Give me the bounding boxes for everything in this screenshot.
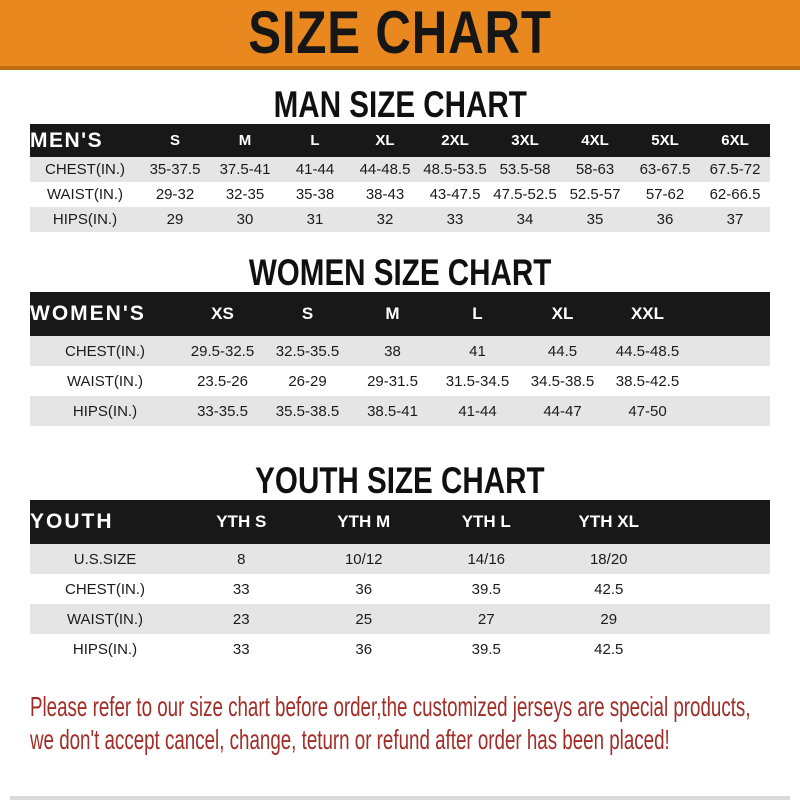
spacer-cell <box>670 634 770 664</box>
table-cell: 38 <box>384 342 401 360</box>
table-cell: 34.5-38.5 <box>530 372 595 390</box>
column-header: XXL <box>630 304 665 323</box>
table-row <box>30 604 770 634</box>
youth-size-table <box>30 500 770 664</box>
table-row <box>30 544 770 574</box>
table-cell: 29-31.5 <box>367 372 418 390</box>
table-header-row <box>30 124 770 157</box>
column-header: XL <box>375 132 395 149</box>
size-chart-banner <box>0 0 800 70</box>
table-cell: 25 <box>355 610 373 628</box>
spacer-cell <box>690 336 770 366</box>
table-cell: 37 <box>726 211 744 228</box>
table-row <box>30 396 770 426</box>
table-cell: 38.5-41 <box>367 402 418 420</box>
bottom-edge-strip <box>10 796 790 800</box>
row-label: WAIST(IN.) <box>66 372 144 390</box>
table-cell: 62-66.5 <box>709 186 761 203</box>
man-size-section <box>0 86 800 232</box>
spacer-cell <box>690 366 770 396</box>
table-cell: 39.5 <box>471 640 501 658</box>
spacer-cell <box>670 604 770 634</box>
spacer-cell <box>670 574 770 604</box>
disclaimer-line-1: Please refer to our size chart before order,the customized jerseys are special products, <box>30 691 751 722</box>
table-cell: 26-29 <box>288 372 327 390</box>
table-cell: 30 <box>236 211 254 228</box>
row-label: HIPS(IN.) <box>72 640 138 658</box>
table-cell: 36 <box>656 211 674 228</box>
table-header-label: WOMEN'S <box>30 302 146 325</box>
table-cell: 33-35.5 <box>197 402 248 420</box>
table-cell: 29 <box>166 211 184 228</box>
table-cell: 52.5-57 <box>569 186 621 203</box>
table-cell: 8 <box>237 550 246 568</box>
table-cell: 36 <box>355 580 373 598</box>
table-cell: 33 <box>446 211 464 228</box>
table-cell: 43-47.5 <box>429 186 481 203</box>
table-cell: 63-67.5 <box>639 161 691 178</box>
table-cell: 42.5 <box>594 580 624 598</box>
table-header-row <box>30 292 770 336</box>
table-cell: 38-43 <box>365 186 405 203</box>
table-row <box>30 336 770 366</box>
youth-size-section <box>0 462 800 664</box>
table-cell: 41-44 <box>295 161 335 178</box>
women-size-table <box>30 292 770 426</box>
column-header: YTH XL <box>578 512 639 531</box>
women-section-title: WOMEN SIZE CHART <box>248 252 552 293</box>
women-size-section <box>0 254 800 426</box>
table-cell: 29 <box>600 610 618 628</box>
table-cell: 32-35 <box>225 186 265 203</box>
spacer-cell <box>690 396 770 426</box>
table-cell: 29.5-32.5 <box>190 342 255 360</box>
table-cell: 67.5-72 <box>709 161 761 178</box>
table-cell: 29-32 <box>155 186 195 203</box>
column-header: YTH M <box>337 512 391 531</box>
spacer-cell <box>670 500 770 544</box>
table-cell: 32.5-35.5 <box>275 342 340 360</box>
column-header: XL <box>551 304 574 323</box>
table-cell: 44.5 <box>547 342 578 360</box>
column-header: 4XL <box>581 132 609 149</box>
table-row <box>30 207 770 232</box>
table-row <box>30 157 770 182</box>
column-header: S <box>301 304 314 323</box>
banner-title: SIZE CHART <box>248 0 552 66</box>
table-cell: 47-50 <box>628 402 667 420</box>
man-section-title: MAN SIZE CHART <box>273 84 527 125</box>
row-label: CHEST(IN.) <box>65 580 145 598</box>
table-row <box>30 182 770 207</box>
table-header-label: MEN'S <box>30 128 104 152</box>
table-cell: 57-62 <box>645 186 685 203</box>
column-header: YTH S <box>216 512 267 531</box>
table-cell: 23.5-26 <box>197 372 248 390</box>
column-header: 5XL <box>651 132 679 149</box>
table-cell: 31 <box>306 211 324 228</box>
table-cell: 44.5-48.5 <box>615 342 680 360</box>
disclaimer-line-2: we don't accept cancel, change, teturn or refund after order has been placed! <box>30 724 670 755</box>
row-label: HIPS(IN.) <box>72 402 138 420</box>
table-cell: 41 <box>469 342 486 360</box>
column-header: L <box>310 132 320 149</box>
table-cell: 23 <box>232 610 250 628</box>
table-row <box>30 634 770 664</box>
row-label: WAIST(IN.) <box>46 186 124 203</box>
order-disclaimer <box>0 690 800 756</box>
table-cell: 18/20 <box>589 550 628 568</box>
table-cell: 38.5-42.5 <box>615 372 680 390</box>
table-cell: 35.5-38.5 <box>275 402 340 420</box>
table-cell: 35 <box>586 211 604 228</box>
table-cell: 35-37.5 <box>149 161 201 178</box>
table-header-label: YOUTH <box>30 510 114 533</box>
column-header: YTH L <box>461 512 511 531</box>
table-cell: 14/16 <box>467 550 506 568</box>
table-cell: 47.5-52.5 <box>493 186 557 203</box>
column-header: 2XL <box>441 132 469 149</box>
table-cell: 35-38 <box>295 186 335 203</box>
table-cell: 44-47 <box>543 402 582 420</box>
table-cell: 44-48.5 <box>359 161 411 178</box>
row-label: CHEST(IN.) <box>65 342 145 360</box>
table-cell: 48.5-53.5 <box>423 161 487 178</box>
column-header: M <box>385 304 400 323</box>
table-cell: 27 <box>477 610 495 628</box>
spacer-cell <box>670 544 770 574</box>
table-cell: 36 <box>355 640 373 658</box>
table-cell: 10/12 <box>344 550 383 568</box>
table-row <box>30 366 770 396</box>
table-cell: 42.5 <box>594 640 624 658</box>
youth-section-title: YOUTH SIZE CHART <box>255 460 545 501</box>
row-label: U.S.SIZE <box>73 550 137 568</box>
table-cell: 53.5-58 <box>499 161 551 178</box>
row-label: WAIST(IN.) <box>66 610 144 628</box>
men-size-table <box>30 124 770 232</box>
table-cell: 39.5 <box>471 580 501 598</box>
column-header: L <box>472 304 483 323</box>
row-label: HIPS(IN.) <box>52 211 118 228</box>
table-cell: 33 <box>232 580 250 598</box>
row-label: CHEST(IN.) <box>45 161 125 178</box>
table-cell: 37.5-41 <box>219 161 271 178</box>
column-header: S <box>169 132 180 149</box>
column-header: 6XL <box>721 132 749 149</box>
table-row <box>30 574 770 604</box>
column-header: 3XL <box>511 132 539 149</box>
column-header: M <box>238 132 252 149</box>
table-cell: 33 <box>232 640 250 658</box>
table-cell: 31.5-34.5 <box>445 372 510 390</box>
table-header-row <box>30 500 770 544</box>
table-cell: 32 <box>376 211 394 228</box>
table-cell: 41-44 <box>458 402 497 420</box>
column-header: XS <box>211 304 234 323</box>
spacer-cell <box>690 292 770 336</box>
table-cell: 34 <box>516 211 534 228</box>
table-cell: 58-63 <box>575 161 615 178</box>
